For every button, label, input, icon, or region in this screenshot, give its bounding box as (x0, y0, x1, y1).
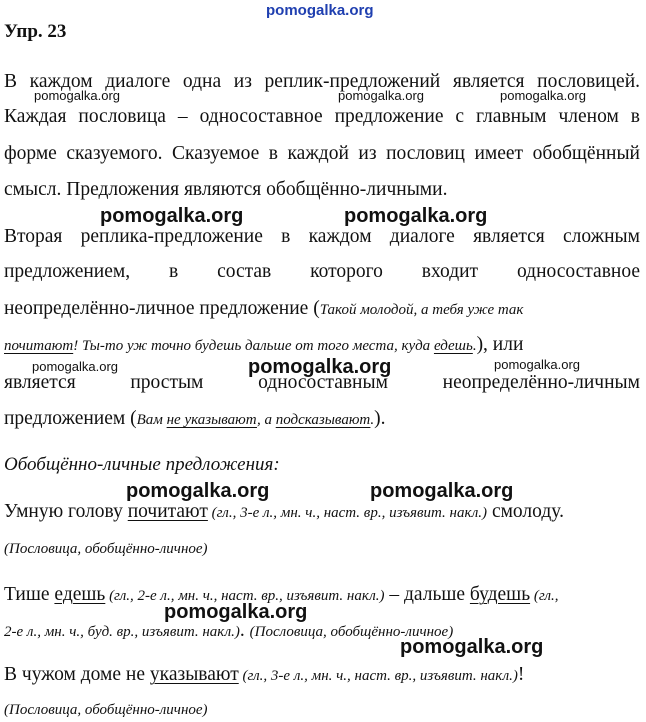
watermark-top: pomogalka.org (266, 2, 374, 19)
watermark: pomogalka.org (100, 205, 244, 227)
example-3-sentence (4, 663, 640, 688)
watermark: pomogalka.org (370, 480, 514, 502)
example-sentence: ! Ты-то уж точно будешь дальше от того места, куда (73, 338, 434, 354)
grammar-note: (гл., 3-е л., мн. ч., наст. вр., изъявит. накл.) (207, 505, 488, 521)
text-segment: – дальше (384, 584, 470, 605)
text-segment: Умную голову (4, 501, 128, 522)
example-2-line-2 (4, 619, 640, 644)
watermark: pomogalka.org (494, 357, 580, 372)
underlined-verb: почитают (127, 501, 208, 522)
grammar-note: (гл., (530, 588, 559, 604)
example-3-note: (Пословица, обобщённо-личное) (4, 702, 208, 718)
text-segment: ! (517, 664, 525, 685)
text-segment: В чужом доме не (4, 664, 150, 685)
underlined-verb: будешь (469, 584, 531, 605)
text-segment: ), или (476, 334, 524, 355)
section-heading: Обобщённо-личные предложения: (4, 454, 280, 475)
watermark: pomogalka.org (34, 88, 120, 103)
paragraph-2-line-4 (4, 333, 640, 358)
exercise-title: Упр. 23 (4, 21, 67, 42)
example-sentence: Такой молодой, а тебя уже так (319, 302, 524, 318)
example-sentence: Вам (136, 412, 167, 428)
example-2-line-1 (4, 583, 640, 608)
paragraph-2-line-1: Вторая реплика-предложение в каждом диалоге является сложным (4, 226, 640, 247)
example-1-sentence (4, 500, 640, 525)
underlined-verb: едешь (433, 338, 473, 354)
underlined-verb: едешь (54, 584, 106, 605)
paragraph-1-line-4: смысл. Предложения являются обобщённо-личными. (4, 179, 448, 200)
paragraph-1-line-3: форме сказуемого. Сказуемое в каждой из пословиц имеет обобщённый (4, 143, 640, 164)
underlined-verb: не указывают (166, 412, 257, 428)
text-segment: смолоду. (487, 501, 564, 522)
example-1-note: (Пословица, обобщённо-личное) (4, 541, 208, 557)
paragraph-2-line-5: является простым односоставным неопределённо-личным (4, 372, 640, 393)
watermark: pomogalka.org (248, 356, 392, 378)
example-2-note: (Пословица, обобщённо-личное) (249, 624, 454, 640)
watermark: pomogalka.org (126, 480, 270, 502)
paragraph-2-line-3 (4, 297, 640, 322)
grammar-note: (гл., 3-е л., мн. ч., наст. вр., изъявит. накл.) (238, 668, 518, 684)
paragraph-2-line-6 (4, 407, 640, 432)
watermark: pomogalka.org (32, 359, 118, 374)
grammar-note: 2-е л., мн. ч., буд. вр., изъявит. накл.) (4, 624, 240, 640)
paragraph-2-line-2: предложением, в состав которого входит односоставное (4, 261, 640, 282)
watermark: pomogalka.org (400, 636, 544, 658)
example-sentence: . (472, 338, 477, 354)
example-sentence: , а (256, 412, 276, 428)
text-segment: Тише (4, 584, 55, 605)
underlined-verb: подсказывают (275, 412, 371, 428)
paragraph-1-line-2: Каждая пословица – односоставное предложение с главным членом в (4, 106, 640, 127)
underlined-verb: почитают (4, 338, 74, 354)
example-sentence: . (370, 412, 375, 428)
text-segment: предложением ( (4, 408, 137, 429)
paragraph-1-line-1: В каждом диалоге одна из реплик-предложений является пословицей. (4, 71, 640, 92)
grammar-note: (гл., 2-е л., мн. ч., наст. вр., изъявит. накл.) (105, 588, 385, 604)
text-segment: . (239, 620, 250, 641)
watermark: pomogalka.org (338, 88, 424, 103)
text-segment: неопределённо-личное предложение ( (4, 298, 320, 319)
watermark: pomogalka.org (500, 88, 586, 103)
watermark: pomogalka.org (164, 601, 308, 623)
text-segment: ). (374, 408, 386, 429)
watermark: pomogalka.org (344, 205, 488, 227)
underlined-verb: указывают (149, 664, 239, 685)
